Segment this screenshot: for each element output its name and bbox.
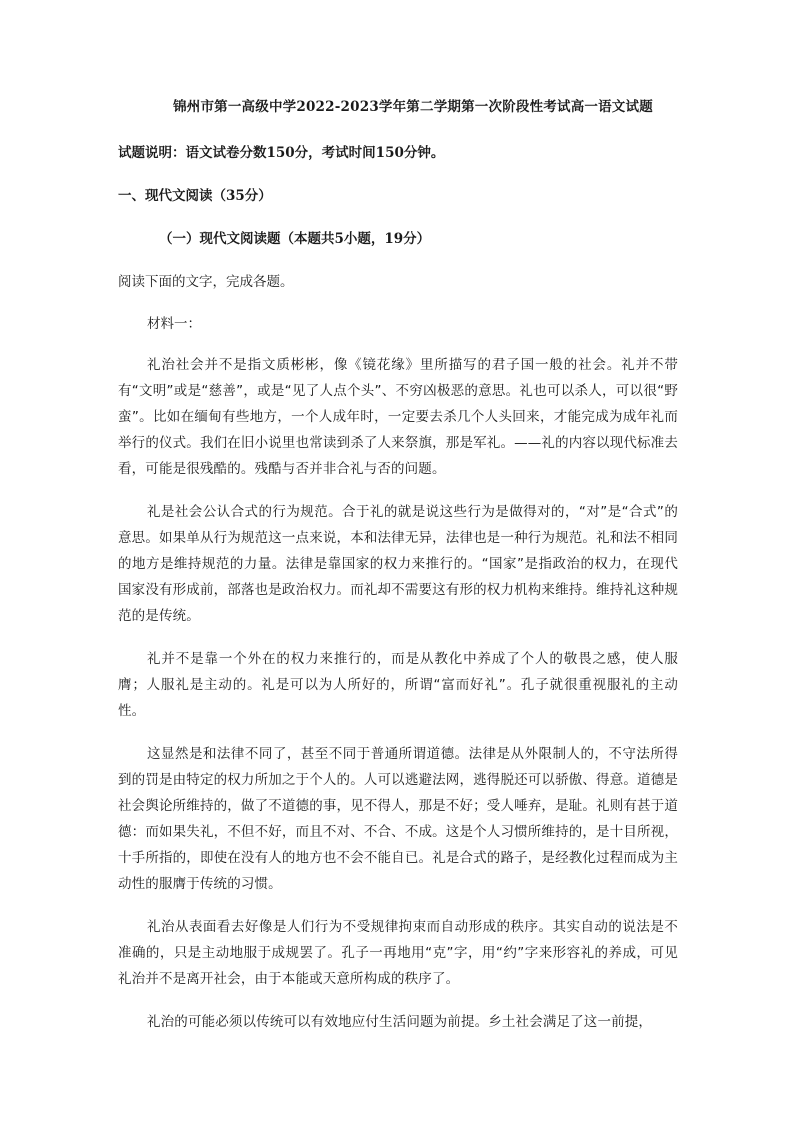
paragraph: 礼治从表面看去好像是人们行为不受规律拘束而自动形成的秩序。其实自动的说法是不准确的，只是主动地服于成规罢了。孔子一再地用“克”字，用“约”字来形容礼的养成，可见礼治并不是离开社会，由于本能或天意所构成的秩序了。 — [118, 919, 678, 987]
subsection-heading: （一）现代文阅读题（本题共5小题，19分） — [159, 231, 431, 247]
exam-info: 试题说明：语文试卷分数150分，考试时间150分钟。 — [118, 145, 445, 161]
paragraph: 礼治社会并不是指文质彬彬，像《镜花缘》里所描写的君子国一般的社会。礼并不带有“文明”或是“慈善”，或是“见了人点个头”、不穷凶极恶的意思。礼也可以杀人，可以很“野蛮”。比如在缅甸有些地方，一个人成年时，一定要去杀几个人头回来，才能完成为成年礼而举行的仪式。我们在旧小说里也常读到杀了人来祭旗，那是军礼。——礼的内容以现代标准去看，可能是很残酷的。残酷与否并非合礼与否的问题。 — [118, 357, 678, 477]
reading-instruction: 阅读下面的文字，完成各题。 — [118, 274, 294, 290]
material-label: 材料一： — [147, 316, 201, 332]
paragraph: 礼并不是靠一个外在的权力来推行的，而是从教化中养成了个人的敬畏之感，使人服膺；人服礼是主动的。礼是可以为人所好的，所谓“富而好礼”。孔子就很重视服礼的主动性。 — [118, 651, 678, 719]
paragraph: 这显然是和法律不同了，甚至不同于普通所谓道德。法律是从外限制人的，不守法所得到的罚是由特定的权力所加之于个人的。人可以逃避法网，逃得脱还可以骄傲、得意。道德是社会舆论所维持的，做了不道德的事，见不得人，那是不好；受人唾弃，是耻。礼则有甚于道德：而如果失礼，不但不好，而且不对、不合、不成。这是个人习惯所维持的，是十目所视，十手所指的，即使在没有人的地方也不会不能自已。礼是合式的路子，是经教化过程而成为主动性的服膺于传统的习惯。 — [118, 746, 678, 892]
exam-title: 锦州市第一高级中学2022-2023学年第二学期第一次阶段性考试高一语文试题 — [173, 99, 653, 115]
paragraph: 礼是社会公认合式的行为规范。合于礼的就是说这些行为是做得对的，“对”是“合式”的意思。如果单从行为规范这一点来说，本和法律无异，法律也是一种行为规范。礼和法不相同的地方是维持规范的力量。法律是靠国家的权力来推行的。“国家”是指政治的权力，在现代国家没有形成前，部落也是政治权力。而礼却不需要这有形的权力机构来维持。维持礼这种规范的是传统。 — [118, 504, 678, 624]
section-heading: 一、现代文阅读（35分） — [118, 188, 272, 204]
exam-page — [118, 95, 678, 1052]
paragraph: 礼治的可能必须以传统可以有效地应付生活问题为前提。乡土社会满足了这一前提， — [147, 1014, 653, 1030]
